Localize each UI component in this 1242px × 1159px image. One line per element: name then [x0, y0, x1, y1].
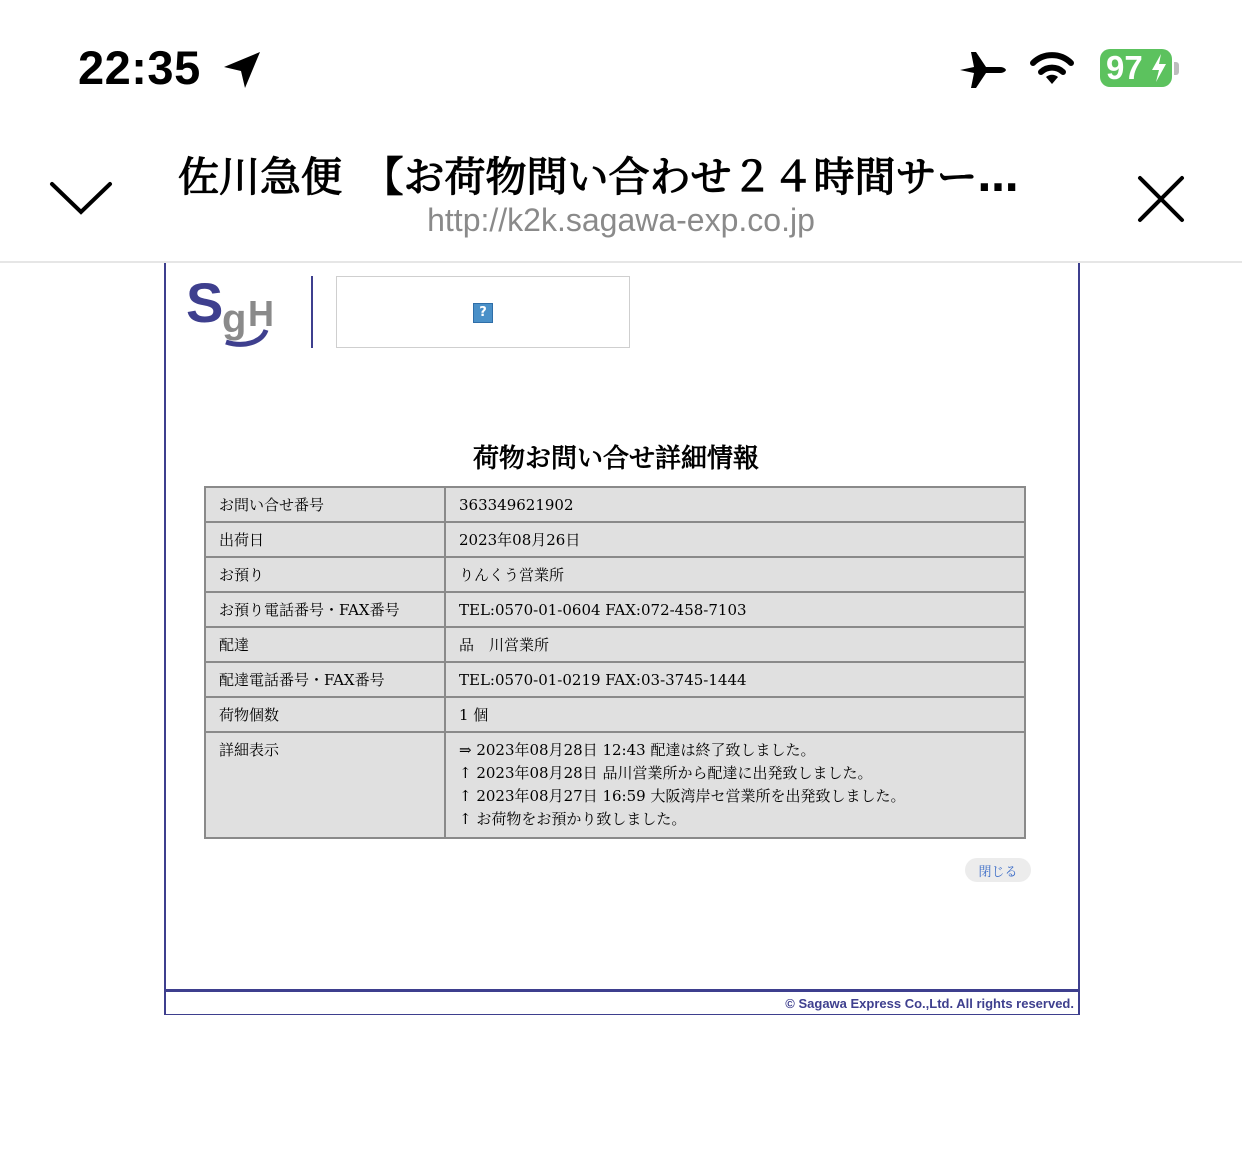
- charging-bolt-icon: [1150, 54, 1168, 82]
- copyright-text: © Sagawa Express Co.,Ltd. All rights reserved.: [785, 996, 1074, 1011]
- row-label: 出荷日: [205, 522, 445, 557]
- close-button[interactable]: 閉じる: [965, 858, 1031, 882]
- table-row: [205, 732, 1025, 838]
- status-time: 22:35: [78, 41, 201, 94]
- row-value: 品 川営業所: [445, 627, 1025, 662]
- table-row: [205, 522, 1025, 557]
- row-value: 2023年08月26日: [445, 522, 1025, 557]
- sgh-logo: [186, 276, 292, 350]
- airplane-mode-icon: [958, 48, 1008, 92]
- row-label: 配達電話番号・FAX番号: [205, 662, 445, 697]
- location-arrow-icon: [222, 50, 262, 90]
- table-row: [205, 662, 1025, 697]
- row-label: お問い合せ番号: [205, 487, 445, 522]
- logo-divider: [311, 276, 313, 348]
- page-url: http://k2k.sagawa-exp.co.jp: [427, 202, 815, 238]
- table-row: [205, 557, 1025, 592]
- svg-text:H: H: [248, 293, 274, 334]
- row-value: TEL:0570-01-0219 FAX:03-3745-1444: [445, 662, 1025, 697]
- banner-image-placeholder: [336, 276, 630, 348]
- row-label: お預り: [205, 557, 445, 592]
- row-value: TEL:0570-01-0604 FAX:072-458-7103: [445, 592, 1025, 627]
- battery-charging-icon: [1100, 49, 1172, 87]
- tracking-detail-rows: [205, 487, 1025, 838]
- battery-level: 97: [1106, 49, 1143, 86]
- tracking-detail-table: [204, 486, 1026, 839]
- battery-tip: [1174, 62, 1179, 75]
- row-value: 363349621902: [445, 487, 1025, 522]
- row-label: お預り電話番号・FAX番号: [205, 592, 445, 627]
- detail-heading: 荷物お問い合せ詳細情報: [472, 444, 759, 474]
- history-entry: ↑ 2023年08月27日 16:59 大阪湾岸セ営業所を出発致しました。: [459, 787, 906, 805]
- browser-header: [0, 130, 1242, 263]
- table-row: [205, 592, 1025, 627]
- status-bar: [0, 0, 1242, 130]
- table-row: [205, 697, 1025, 732]
- table-row: [205, 487, 1025, 522]
- svg-text:S: S: [186, 276, 224, 334]
- row-label: 詳細表示: [205, 732, 445, 838]
- close-icon[interactable]: [1136, 174, 1186, 224]
- history-entry: ↑ 2023年08月28日 品川営業所から配達に出発致しました。: [459, 764, 873, 782]
- history-entry: ↑ お荷物をお預かり致しました。: [459, 810, 687, 828]
- row-value: りんくう営業所: [445, 557, 1025, 592]
- row-label: 配達: [205, 627, 445, 662]
- page-title: 佐川急便 【お荷物問い合わせ２４時間サー…: [178, 153, 1019, 201]
- footer-bar: [164, 992, 1080, 1015]
- row-value: 1 個: [445, 697, 1025, 732]
- history-entry: ⇒ 2023年08月28日 12:43 配達は終了致しました。: [459, 741, 816, 759]
- row-label: 荷物個数: [205, 697, 445, 732]
- svg-text:g: g: [222, 297, 247, 341]
- table-row: [205, 627, 1025, 662]
- wifi-icon: [1026, 48, 1078, 88]
- broken-image-icon: ?: [473, 303, 493, 323]
- delivery-history: [445, 732, 1025, 838]
